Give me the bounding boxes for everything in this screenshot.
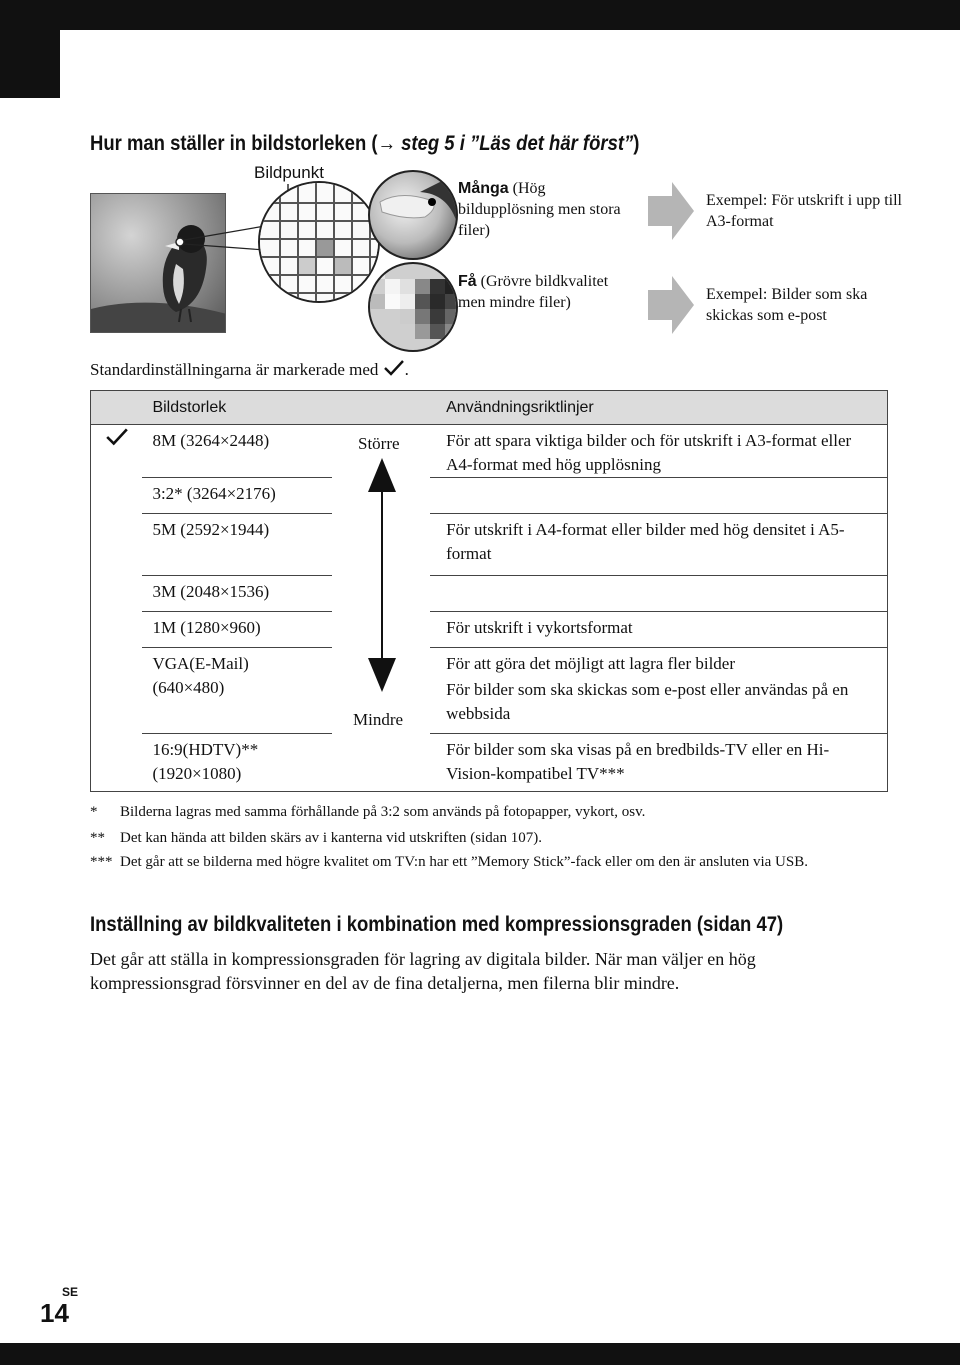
size-label: VGA(E-Mail) (640×480) xyxy=(152,654,249,697)
heading-suffix: ) xyxy=(633,132,640,155)
many-text: (Hög bildupplösning men stora filer) xyxy=(458,180,621,239)
header-usage: Användningsriktlinjer xyxy=(430,391,887,425)
table-row xyxy=(91,576,888,612)
size-cell xyxy=(142,734,332,792)
header-size: Bildstorlek xyxy=(142,391,332,425)
footnote xyxy=(90,802,860,823)
check-cell xyxy=(91,576,143,612)
section-heading xyxy=(90,132,639,156)
footnote-text: Det kan hända att bilden skärs av i kanterna vid utskriften (sidan 107). xyxy=(120,830,542,846)
scale-larger-label: Större xyxy=(358,434,400,453)
bottom-rule xyxy=(0,1343,960,1365)
header-check xyxy=(91,391,143,425)
footnote-text: Det går att se bilderna med högre kvalitet om TV:n har ett ”Memory Stick”-fack eller om den är ansluten via USB. xyxy=(120,854,808,870)
footnote-mark: *** xyxy=(90,854,113,870)
heading-reference: steg 5 i ”Läs det här först” xyxy=(396,132,634,155)
usage-cell xyxy=(430,648,887,734)
usage-line-2: För bilder som ska skickas som e-post eller användas på en webbsida xyxy=(446,680,849,723)
footnote-text: Bilderna lagras med samma förhållande på 3:2 som används på fotopapper, vykort, osv. xyxy=(120,804,646,820)
footnote xyxy=(90,852,860,873)
bird-photo xyxy=(90,193,226,333)
heading-text: Hur man ställer in bildstorleken ( xyxy=(90,132,378,155)
table-row xyxy=(91,425,888,478)
footnote-mark: ** xyxy=(90,830,105,846)
arrow-right-icon xyxy=(648,276,694,334)
table-row xyxy=(91,514,888,576)
page-language: SE xyxy=(62,1285,79,1299)
low-resolution-detail xyxy=(368,262,458,352)
image-size-table xyxy=(90,390,888,792)
arrow-right-icon xyxy=(648,182,694,240)
usage-cell: För utskrift i A4-format eller bilder med hög densitet i A5-format xyxy=(430,514,887,576)
default-note-text: Standardinställningarna är markerade med xyxy=(90,360,379,379)
header-scale xyxy=(332,391,430,425)
check-cell xyxy=(91,648,143,734)
check-cell xyxy=(91,734,143,792)
few-pixels-description xyxy=(458,271,628,313)
check-cell xyxy=(91,612,143,648)
footnote xyxy=(90,828,860,849)
footnote-mark: * xyxy=(90,804,98,820)
usage-cell xyxy=(430,478,887,514)
check-cell xyxy=(91,478,143,514)
example-many: Exempel: För utskrift i upp till A3-format xyxy=(706,192,902,230)
arrow-right-icon: → xyxy=(377,132,397,155)
scale-smaller-label: Mindre xyxy=(353,710,404,729)
size-cell: 3M (2048×1536) xyxy=(142,576,332,612)
default-note: Standardinställningarna är markerade med . xyxy=(90,360,409,379)
example-few: Exempel: Bilder som ska skickas som e-post xyxy=(706,286,868,324)
table-row xyxy=(91,648,888,734)
few-label: Få xyxy=(458,273,477,290)
checkmark-icon xyxy=(383,359,405,377)
few-text: (Grövre bildkvalitet men mindre filer) xyxy=(458,273,609,311)
size-cell: 5M (2592×1944) xyxy=(142,514,332,576)
page-number: 14 xyxy=(40,1298,69,1328)
usage-cell: För utskrift i vykortsformat xyxy=(430,612,887,648)
corner-tab xyxy=(0,0,60,98)
usage-cell xyxy=(430,576,887,612)
usage-cell: För bilder som ska visas på en bredbilds-TV eller en Hi-Vision-kompatibel TV*** xyxy=(430,734,887,792)
checkmark-icon xyxy=(105,427,129,447)
table-row xyxy=(91,478,888,514)
check-cell xyxy=(91,514,143,576)
table-row xyxy=(91,734,888,792)
size-label: 16:9(HDTV)** (1920×1080) xyxy=(152,740,259,783)
usage-line-1: För att göra det möjligt att lagra fler bilder xyxy=(446,654,736,673)
size-cell xyxy=(142,648,332,734)
size-scale-arrow xyxy=(360,458,404,692)
section2-body: Det går att ställa in kompressionsgraden för lagring av digitala bilder. När man väljer en hög kompressionsgrad försvinner en del av de fina detaljerna, men filerna blir mindre. xyxy=(90,949,756,993)
many-pixels-description xyxy=(458,178,628,241)
high-resolution-detail xyxy=(368,170,458,260)
section2-heading: Inställning av bildkvaliteten i kombination med kompressionsgraden (sidan 47) xyxy=(90,913,784,936)
size-cell: 1M (1280×960) xyxy=(142,612,332,648)
table-header-row xyxy=(91,391,888,425)
table-row xyxy=(91,612,888,648)
pixel-grid-zoom xyxy=(258,181,380,303)
size-cell: 3:2* (3264×2176) xyxy=(142,478,332,514)
top-rule xyxy=(60,0,960,30)
pixel-label: Bildpunkt xyxy=(254,163,324,182)
size-cell: 8M (3264×2448) xyxy=(142,425,332,478)
many-label: Många xyxy=(458,180,509,197)
default-marker xyxy=(91,425,143,478)
usage-cell: För att spara viktiga bilder och för utskrift i A3-format eller A4-format med hög upplösning xyxy=(430,425,887,478)
